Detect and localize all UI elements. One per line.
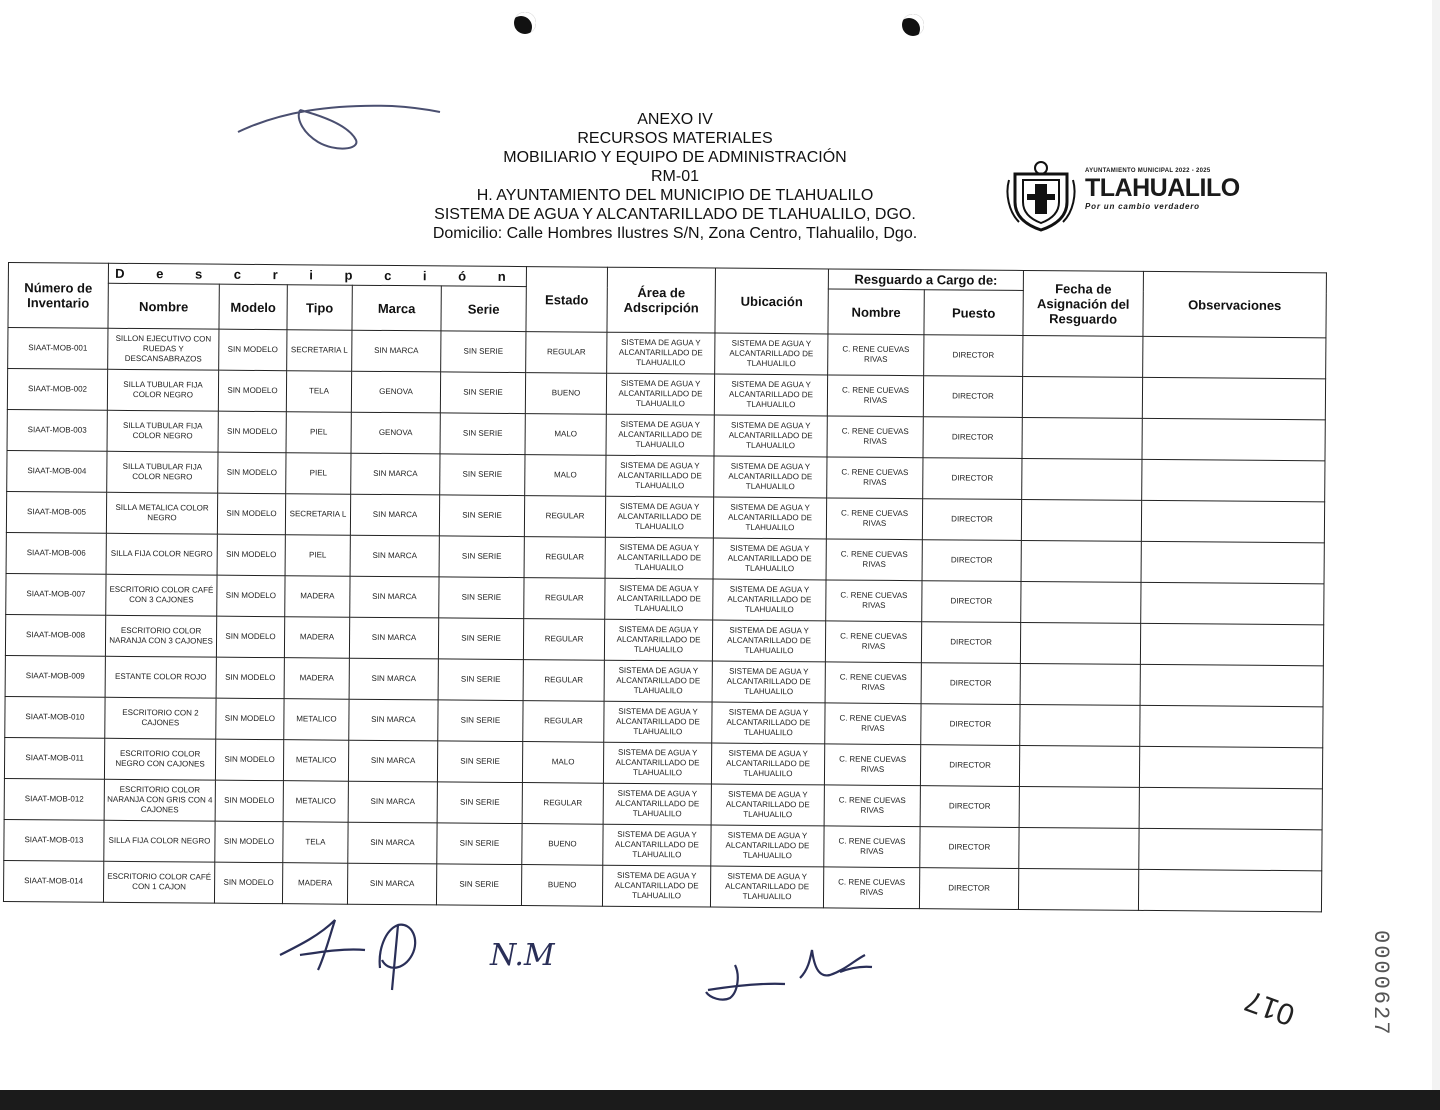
cell-puesto: DIRECTOR <box>919 868 1018 910</box>
cell-inventario: SIAAT-MOB-014 <box>3 860 103 902</box>
header-nombre: Nombre <box>108 283 219 329</box>
cell-modelo: SIN MODELO <box>216 657 284 699</box>
cell-area: SISTEMA DE AGUA Y ALCANTARILLADO DE TLAHUALILO <box>603 824 711 866</box>
cell-nombre: SILLA FIJA COLOR NEGRO <box>104 820 215 862</box>
cell-estado: MALO <box>525 455 606 497</box>
cell-observaciones <box>1143 336 1326 378</box>
cell-area: SISTEMA DE AGUA Y ALCANTARILLADO DE TLAHUALILO <box>605 537 713 579</box>
cell-area: SISTEMA DE AGUA Y ALCANTARILLADO DE TLAHUALILO <box>605 496 713 538</box>
cell-area: SISTEMA DE AGUA Y ALCANTARILLADO DE TLAHUALILO <box>606 414 714 456</box>
header-resguardo-nombre: Nombre <box>828 289 924 335</box>
header-line-5: H. AYUNTAMIENTO DEL MUNICIPIO DE TLAHUALILO <box>476 187 874 204</box>
cell-resguardo-nombre: C. RENE CUEVAS RIVAS <box>823 867 919 909</box>
cell-ubicacion: SISTEMA DE AGUA Y ALCANTARILLADO DE TLAHUALILO <box>712 620 825 662</box>
cell-estado: REGULAR <box>526 332 607 374</box>
cell-puesto: DIRECTOR <box>921 663 1020 705</box>
header-modelo: Modelo <box>219 284 287 330</box>
cell-area: SISTEMA DE AGUA Y ALCANTARILLADO DE TLAHUALILO <box>605 578 713 620</box>
cell-marca: SIN MARCA <box>349 699 438 741</box>
cell-modelo: SIN MODELO <box>218 452 286 494</box>
cell-resguardo-nombre: C. RENE CUEVAS RIVAS <box>824 785 920 827</box>
cell-puesto: DIRECTOR <box>923 417 1022 459</box>
cell-area: SISTEMA DE AGUA Y ALCANTARILLADO DE TLAHUALILO <box>603 742 711 784</box>
cell-serie: SIN SERIE <box>439 536 524 578</box>
cell-serie: SIN SERIE <box>437 741 522 783</box>
cell-estado: MALO <box>525 414 606 456</box>
cell-resguardo-nombre: C. RENE CUEVAS RIVAS <box>827 416 923 458</box>
cell-puesto: DIRECTOR <box>922 581 1021 623</box>
cell-nombre: ESCRITORIO COLOR NARANJA CON GRIS CON 4 CAJONES <box>104 779 215 821</box>
cell-modelo: SIN MODELO <box>216 616 284 658</box>
cell-nombre: ESCRITORIO COLOR CAFÉ CON 1 CAJON <box>103 861 214 903</box>
cell-observaciones <box>1139 828 1322 870</box>
coat-of-arms-icon <box>1005 160 1077 232</box>
cell-marca: SIN MARCA <box>347 863 436 905</box>
header-marca: Marca <box>352 285 441 331</box>
cell-marca: SIN MARCA <box>352 330 441 372</box>
cell-serie: SIN SERIE <box>440 454 525 496</box>
cell-estado: REGULAR <box>524 537 605 579</box>
cell-inventario: SIAAT-MOB-004 <box>7 450 107 492</box>
cell-resguardo-nombre: C. RENE CUEVAS RIVAS <box>825 703 921 745</box>
cell-resguardo-nombre: C. RENE CUEVAS RIVAS <box>824 826 920 868</box>
cell-ubicacion: SISTEMA DE AGUA Y ALCANTARILLADO DE TLAHUALILO <box>714 374 827 416</box>
cell-modelo: SIN MODELO <box>215 821 283 863</box>
cell-nombre: SILLA FIJA COLOR NEGRO <box>106 533 217 575</box>
cell-observaciones <box>1140 623 1323 665</box>
cell-ubicacion: SISTEMA DE AGUA Y ALCANTARILLADO DE TLAHUALILO <box>712 702 825 744</box>
cell-fecha <box>1020 622 1140 664</box>
header-resguardo-puesto: Puesto <box>924 290 1023 336</box>
cell-serie: SIN SERIE <box>436 864 521 906</box>
cell-puesto: DIRECTOR <box>921 622 1020 664</box>
cell-resguardo-nombre: C. RENE CUEVAS RIVAS <box>826 539 922 581</box>
cell-observaciones <box>1140 705 1323 747</box>
header-line-6: SISTEMA DE AGUA Y ALCANTARILLADO DE TLAHUALILO, DGO. <box>434 206 916 223</box>
cell-tipo: SECRETARIA L <box>287 330 352 372</box>
cell-resguardo-nombre: C. RENE CUEVAS RIVAS <box>827 457 923 499</box>
cell-nombre: SILLA METALICA COLOR NEGRO <box>106 492 217 534</box>
cell-marca: SIN MARCA <box>348 781 437 823</box>
cell-ubicacion: SISTEMA DE AGUA Y ALCANTARILLADO DE TLAHUALILO <box>713 538 826 580</box>
cell-inventario: SIAAT-MOB-009 <box>5 655 105 697</box>
cell-tipo: PIEL <box>286 412 351 454</box>
cell-tipo: MADERA <box>284 617 349 659</box>
cell-tipo: TELA <box>286 371 351 413</box>
cell-marca: GENOVA <box>351 371 440 413</box>
cell-area: SISTEMA DE AGUA Y ALCANTARILLADO DE TLAHUALILO <box>603 783 711 825</box>
cell-observaciones <box>1142 459 1325 501</box>
cell-tipo: PIEL <box>286 453 351 495</box>
cell-modelo: SIN MODELO <box>215 780 283 822</box>
header-ubicacion: Ubicación <box>715 268 829 334</box>
cell-tipo: PIEL <box>285 535 350 577</box>
cell-ubicacion: SISTEMA DE AGUA Y ALCANTARILLADO DE TLAHUALILO <box>713 579 826 621</box>
header-resguardo: Resguardo a Cargo de: <box>828 269 1023 291</box>
cell-inventario: SIAAT-MOB-010 <box>5 696 105 738</box>
cell-tipo: MADERA <box>284 658 349 700</box>
cell-serie: SIN SERIE <box>438 618 523 660</box>
cell-estado: BUENO <box>525 373 606 415</box>
cell-serie: SIN SERIE <box>440 372 525 414</box>
cell-fecha <box>1021 499 1141 541</box>
cell-tipo: METALICO <box>283 740 348 782</box>
cell-fecha <box>1019 827 1139 869</box>
cell-observaciones <box>1141 582 1324 624</box>
cell-marca: SIN MARCA <box>349 617 438 659</box>
cell-marca: SIN MARCA <box>349 658 438 700</box>
cell-ubicacion: SISTEMA DE AGUA Y ALCANTARILLADO DE TLAHUALILO <box>710 866 823 908</box>
header-inventario: Número de Inventario <box>8 263 109 329</box>
cell-marca: SIN MARCA <box>348 822 437 864</box>
cell-fecha <box>1020 663 1140 705</box>
header-line-4: RM-01 <box>650 168 699 185</box>
cell-modelo: SIN MODELO <box>219 329 287 371</box>
cell-marca: GENOVA <box>351 412 440 454</box>
logo-name: TLAHUALILO <box>1085 174 1240 202</box>
cell-puesto: DIRECTOR <box>920 827 1019 869</box>
cell-observaciones <box>1142 377 1325 419</box>
cell-observaciones <box>1141 500 1324 542</box>
cell-resguardo-nombre: C. RENE CUEVAS RIVAS <box>825 621 921 663</box>
cell-modelo: SIN MODELO <box>216 698 284 740</box>
cell-modelo: SIN MODELO <box>217 575 285 617</box>
cell-puesto: DIRECTOR <box>923 458 1022 500</box>
cell-puesto: DIRECTOR <box>923 376 1022 418</box>
cell-fecha <box>1019 745 1139 787</box>
header-line-3: MOBILIARIO Y EQUIPO DE ADMINISTRACIÓN <box>503 149 847 166</box>
cell-observaciones <box>1138 869 1321 911</box>
cell-ubicacion: SISTEMA DE AGUA Y ALCANTARILLADO DE TLAHUALILO <box>711 743 824 785</box>
cell-serie: SIN SERIE <box>439 577 524 619</box>
cell-estado: REGULAR <box>524 578 605 620</box>
cell-serie: SIN SERIE <box>441 331 526 373</box>
cell-ubicacion: SISTEMA DE AGUA Y ALCANTARILLADO DE TLAHUALILO <box>714 415 827 457</box>
cell-inventario: SIAAT-MOB-011 <box>4 737 104 779</box>
header-address: Domicilio: Calle Hombres Ilustres S/N, Zona Centro, Tlahualilo, Dgo. <box>432 225 918 242</box>
cell-estado: BUENO <box>522 824 603 866</box>
cell-fecha <box>1020 704 1140 746</box>
cell-marca: SIN MARCA <box>350 535 439 577</box>
inventory-table-body <box>3 328 1325 912</box>
cell-serie: SIN SERIE <box>439 495 524 537</box>
header-serie: Serie <box>441 286 526 332</box>
cell-puesto: DIRECTOR <box>920 786 1019 828</box>
cell-estado: REGULAR <box>522 783 603 825</box>
cell-inventario: SIAAT-MOB-002 <box>7 369 107 411</box>
cell-nombre: SILLON EJECUTIVO CON RUEDAS Y DESCANSABRAZOS <box>108 328 219 370</box>
cell-tipo: METALICO <box>283 781 348 823</box>
cell-puesto: DIRECTOR <box>920 745 1019 787</box>
scan-edge <box>1432 0 1440 1090</box>
cell-observaciones <box>1140 664 1323 706</box>
cell-modelo: SIN MODELO <box>218 411 286 453</box>
punch-hole-right <box>902 14 924 36</box>
cell-marca: SIN MARCA <box>351 453 440 495</box>
cell-serie: SIN SERIE <box>438 659 523 701</box>
cell-estado: BUENO <box>521 865 602 907</box>
cell-nombre: SILLA TUBULAR FIJA COLOR NEGRO <box>107 451 218 493</box>
cell-estado: REGULAR <box>524 496 605 538</box>
cell-area: SISTEMA DE AGUA Y ALCANTARILLADO DE TLAHUALILO <box>602 865 710 907</box>
cell-area: SISTEMA DE AGUA Y ALCANTARILLADO DE TLAHUALILO <box>606 455 714 497</box>
header-area: Área de Adscripción <box>607 267 716 333</box>
cell-resguardo-nombre: C. RENE CUEVAS RIVAS <box>828 334 924 376</box>
cell-marca: SIN MARCA <box>350 494 439 536</box>
cell-modelo: SIN MODELO <box>217 534 285 576</box>
cell-area: SISTEMA DE AGUA Y ALCANTARILLADO DE TLAHUALILO <box>604 660 712 702</box>
cell-tipo: MADERA <box>285 576 350 618</box>
cell-ubicacion: SISTEMA DE AGUA Y ALCANTARILLADO DE TLAHUALILO <box>713 497 826 539</box>
cell-ubicacion: SISTEMA DE AGUA Y ALCANTARILLADO DE TLAHUALILO <box>714 456 827 498</box>
cell-area: SISTEMA DE AGUA Y ALCANTARILLADO DE TLAHUALILO <box>604 701 712 743</box>
cell-nombre: SILLA TUBULAR FIJA COLOR NEGRO <box>107 410 218 452</box>
cell-resguardo-nombre: C. RENE CUEVAS RIVAS <box>825 662 921 704</box>
logo-slogan: Por un cambio verdadero <box>1085 202 1200 211</box>
folio-page-number: 017 <box>1240 983 1300 1032</box>
cell-inventario: SIAAT-MOB-008 <box>5 614 105 656</box>
cell-serie: SIN SERIE <box>440 413 525 455</box>
cell-tipo: TELA <box>283 822 348 864</box>
cell-ubicacion: SISTEMA DE AGUA Y ALCANTARILLADO DE TLAHUALILO <box>711 784 824 826</box>
cell-resguardo-nombre: C. RENE CUEVAS RIVAS <box>826 498 922 540</box>
header-fecha: Fecha de Asignación del Resguardo <box>1023 270 1144 336</box>
cell-area: SISTEMA DE AGUA Y ALCANTARILLADO DE TLAHUALILO <box>604 619 712 661</box>
cell-resguardo-nombre: C. RENE CUEVAS RIVAS <box>827 375 923 417</box>
cell-inventario: SIAAT-MOB-005 <box>6 491 106 533</box>
cell-observaciones <box>1139 787 1322 829</box>
cell-fecha <box>1022 417 1142 459</box>
cell-nombre: ESCRITORIO COLOR NEGRO CON CAJONES <box>104 738 215 780</box>
cell-fecha <box>1023 335 1143 377</box>
cell-nombre: ESCRITORIO COLOR NARANJA CON 3 CAJONES <box>105 615 216 657</box>
cell-puesto: DIRECTOR <box>924 335 1023 377</box>
cell-area: SISTEMA DE AGUA Y ALCANTARILLADO DE TLAHUALILO <box>607 332 715 374</box>
cell-ubicacion: SISTEMA DE AGUA Y ALCANTARILLADO DE TLAHUALILO <box>715 333 828 375</box>
header-line-2: RECURSOS MATERIALES <box>577 130 773 147</box>
cell-marca: SIN MARCA <box>348 740 437 782</box>
cell-estado: REGULAR <box>523 701 604 743</box>
cell-nombre: ESCRITORIO CON 2 CAJONES <box>105 697 216 739</box>
cell-modelo: SIN MODELO <box>218 370 286 412</box>
document-header <box>360 110 990 243</box>
inventory-table <box>3 262 1327 912</box>
cell-fecha <box>1021 540 1141 582</box>
cell-inventario: SIAAT-MOB-003 <box>7 409 107 451</box>
header-estado: Estado <box>526 267 608 333</box>
cell-fecha <box>1022 376 1142 418</box>
cell-inventario: SIAAT-MOB-001 <box>8 328 108 370</box>
header-tipo: Tipo <box>287 285 352 331</box>
cell-area: SISTEMA DE AGUA Y ALCANTARILLADO DE TLAHUALILO <box>606 373 714 415</box>
cell-marca: SIN MARCA <box>350 576 439 618</box>
logo-top-text: AYUNTAMIENTO MUNICIPAL 2022 - 2025 <box>1085 168 1211 174</box>
cell-modelo: SIN MODELO <box>217 493 285 535</box>
cell-estado: REGULAR <box>523 619 604 661</box>
cell-puesto: DIRECTOR <box>921 704 1020 746</box>
cell-observaciones <box>1141 541 1324 583</box>
cell-modelo: SIN MODELO <box>215 739 283 781</box>
initials-signature: N.M <box>490 938 555 973</box>
cell-ubicacion: SISTEMA DE AGUA Y ALCANTARILLADO DE TLAHUALILO <box>712 661 825 703</box>
cell-inventario: SIAAT-MOB-012 <box>4 778 104 820</box>
punch-hole-left <box>514 12 536 34</box>
header-descripcion: D e s c r i p c i ó n <box>108 263 526 286</box>
cell-fecha <box>1019 786 1139 828</box>
cell-nombre: ESTANTE COLOR ROJO <box>105 656 216 698</box>
cell-modelo: SIN MODELO <box>214 862 282 904</box>
cell-nombre: SILLA TUBULAR FIJA COLOR NEGRO <box>107 369 218 411</box>
cell-fecha <box>1018 868 1138 910</box>
cell-estado: MALO <box>522 742 603 784</box>
cell-resguardo-nombre: C. RENE CUEVAS RIVAS <box>826 580 922 622</box>
cell-inventario: SIAAT-MOB-007 <box>6 573 106 615</box>
cell-puesto: DIRECTOR <box>922 499 1021 541</box>
header-observaciones: Observaciones <box>1143 271 1327 337</box>
scan-bottom-bar <box>0 1090 1440 1110</box>
municipal-logo <box>1005 160 1270 232</box>
cell-fecha <box>1022 458 1142 500</box>
folio-number-vertical: 0000627 <box>1368 930 1393 1037</box>
cell-fecha <box>1021 581 1141 623</box>
cell-ubicacion: SISTEMA DE AGUA Y ALCANTARILLADO DE TLAHUALILO <box>711 825 824 867</box>
cell-tipo: MADERA <box>282 863 347 905</box>
cell-resguardo-nombre: C. RENE CUEVAS RIVAS <box>824 744 920 786</box>
cell-puesto: DIRECTOR <box>922 540 1021 582</box>
cell-serie: SIN SERIE <box>438 700 523 742</box>
cell-observaciones <box>1139 746 1322 788</box>
cell-estado: REGULAR <box>523 660 604 702</box>
cell-inventario: SIAAT-MOB-006 <box>6 532 106 574</box>
cell-serie: SIN SERIE <box>437 823 522 865</box>
header-line-1: ANEXO IV <box>637 111 713 128</box>
cell-serie: SIN SERIE <box>437 782 522 824</box>
cell-observaciones <box>1142 418 1325 460</box>
cell-inventario: SIAAT-MOB-013 <box>4 819 104 861</box>
cell-tipo: SECRETARIA L <box>285 494 350 536</box>
cell-nombre: ESCRITORIO COLOR CAFÉ CON 3 CAJONES <box>106 574 217 616</box>
cell-tipo: METALICO <box>284 699 349 741</box>
